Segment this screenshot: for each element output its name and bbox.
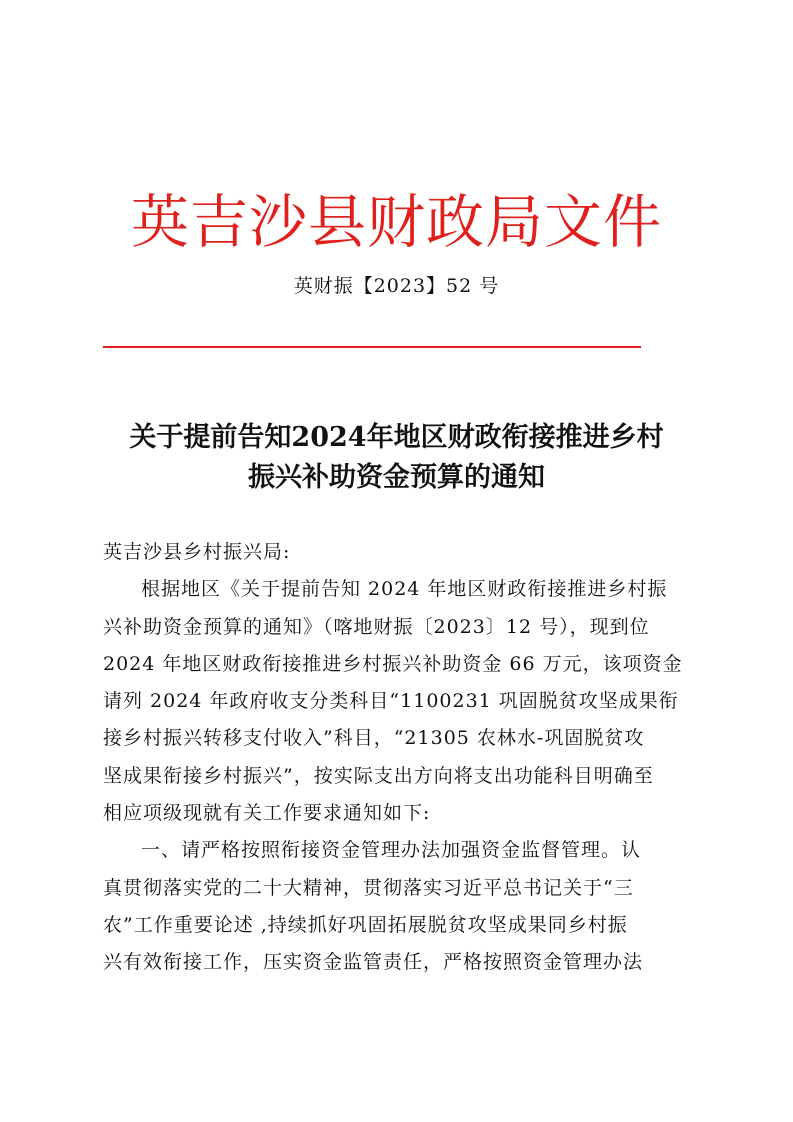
paragraph1-line: 相应项级现就有关工作要求通知如下: bbox=[103, 802, 431, 825]
title-line-1: 关于提前告知2024年地区财政衔接推进乡村 bbox=[129, 422, 664, 453]
red-divider-rule bbox=[103, 346, 641, 348]
document-body bbox=[103, 534, 698, 982]
paragraph1-line: 兴补助资金预算的通知》（喀地财振〔2023〕12 号），现到位 bbox=[103, 615, 650, 638]
paragraph1-line: 接乡村振兴转移支付收入”科目，“21305 农林水-巩固脱贫攻 bbox=[103, 727, 645, 750]
document-title bbox=[60, 418, 733, 498]
document-number: 英财振【2023】52 号 bbox=[293, 275, 500, 297]
title-line-2: 振兴补助资金预算的通知 bbox=[248, 462, 545, 493]
issuer-title: 英吉沙县财政局文件 bbox=[130, 188, 662, 256]
paragraph2-line: 兴有效衔接工作，压实资金监管责任，严格按照资金管理办法 bbox=[103, 951, 644, 974]
addressee: 英吉沙县乡村振兴局: bbox=[103, 541, 291, 563]
paragraph2-line: 真贯彻落实党的二十大精神，贯彻落实习近平总书记关于“三 bbox=[103, 876, 634, 899]
paragraph1-line: 请列 2024 年政府收支分类科目“1100231 巩固脱贫攻坚成果衔 bbox=[103, 690, 679, 713]
paragraph2-line: 一、请严格按照衔接资金管理办法加强资金监督管理。认 bbox=[141, 839, 642, 862]
paragraph1-line: 坚成果衔接乡村振兴”，按实际支出方向将支出功能科目明确至 bbox=[103, 764, 654, 787]
paragraph1-line: 根据地区《关于提前告知 2024 年地区财政衔接推进乡村振 bbox=[141, 578, 668, 601]
paragraph2-line: 农”工作重要论述 ,持续抓好巩固拓展脱贫攻坚成果同乡村振 bbox=[103, 913, 628, 936]
paragraph1-line: 2024 年地区财政衔接推进乡村振兴补助资金 66 万元，该项资金 bbox=[103, 652, 683, 675]
